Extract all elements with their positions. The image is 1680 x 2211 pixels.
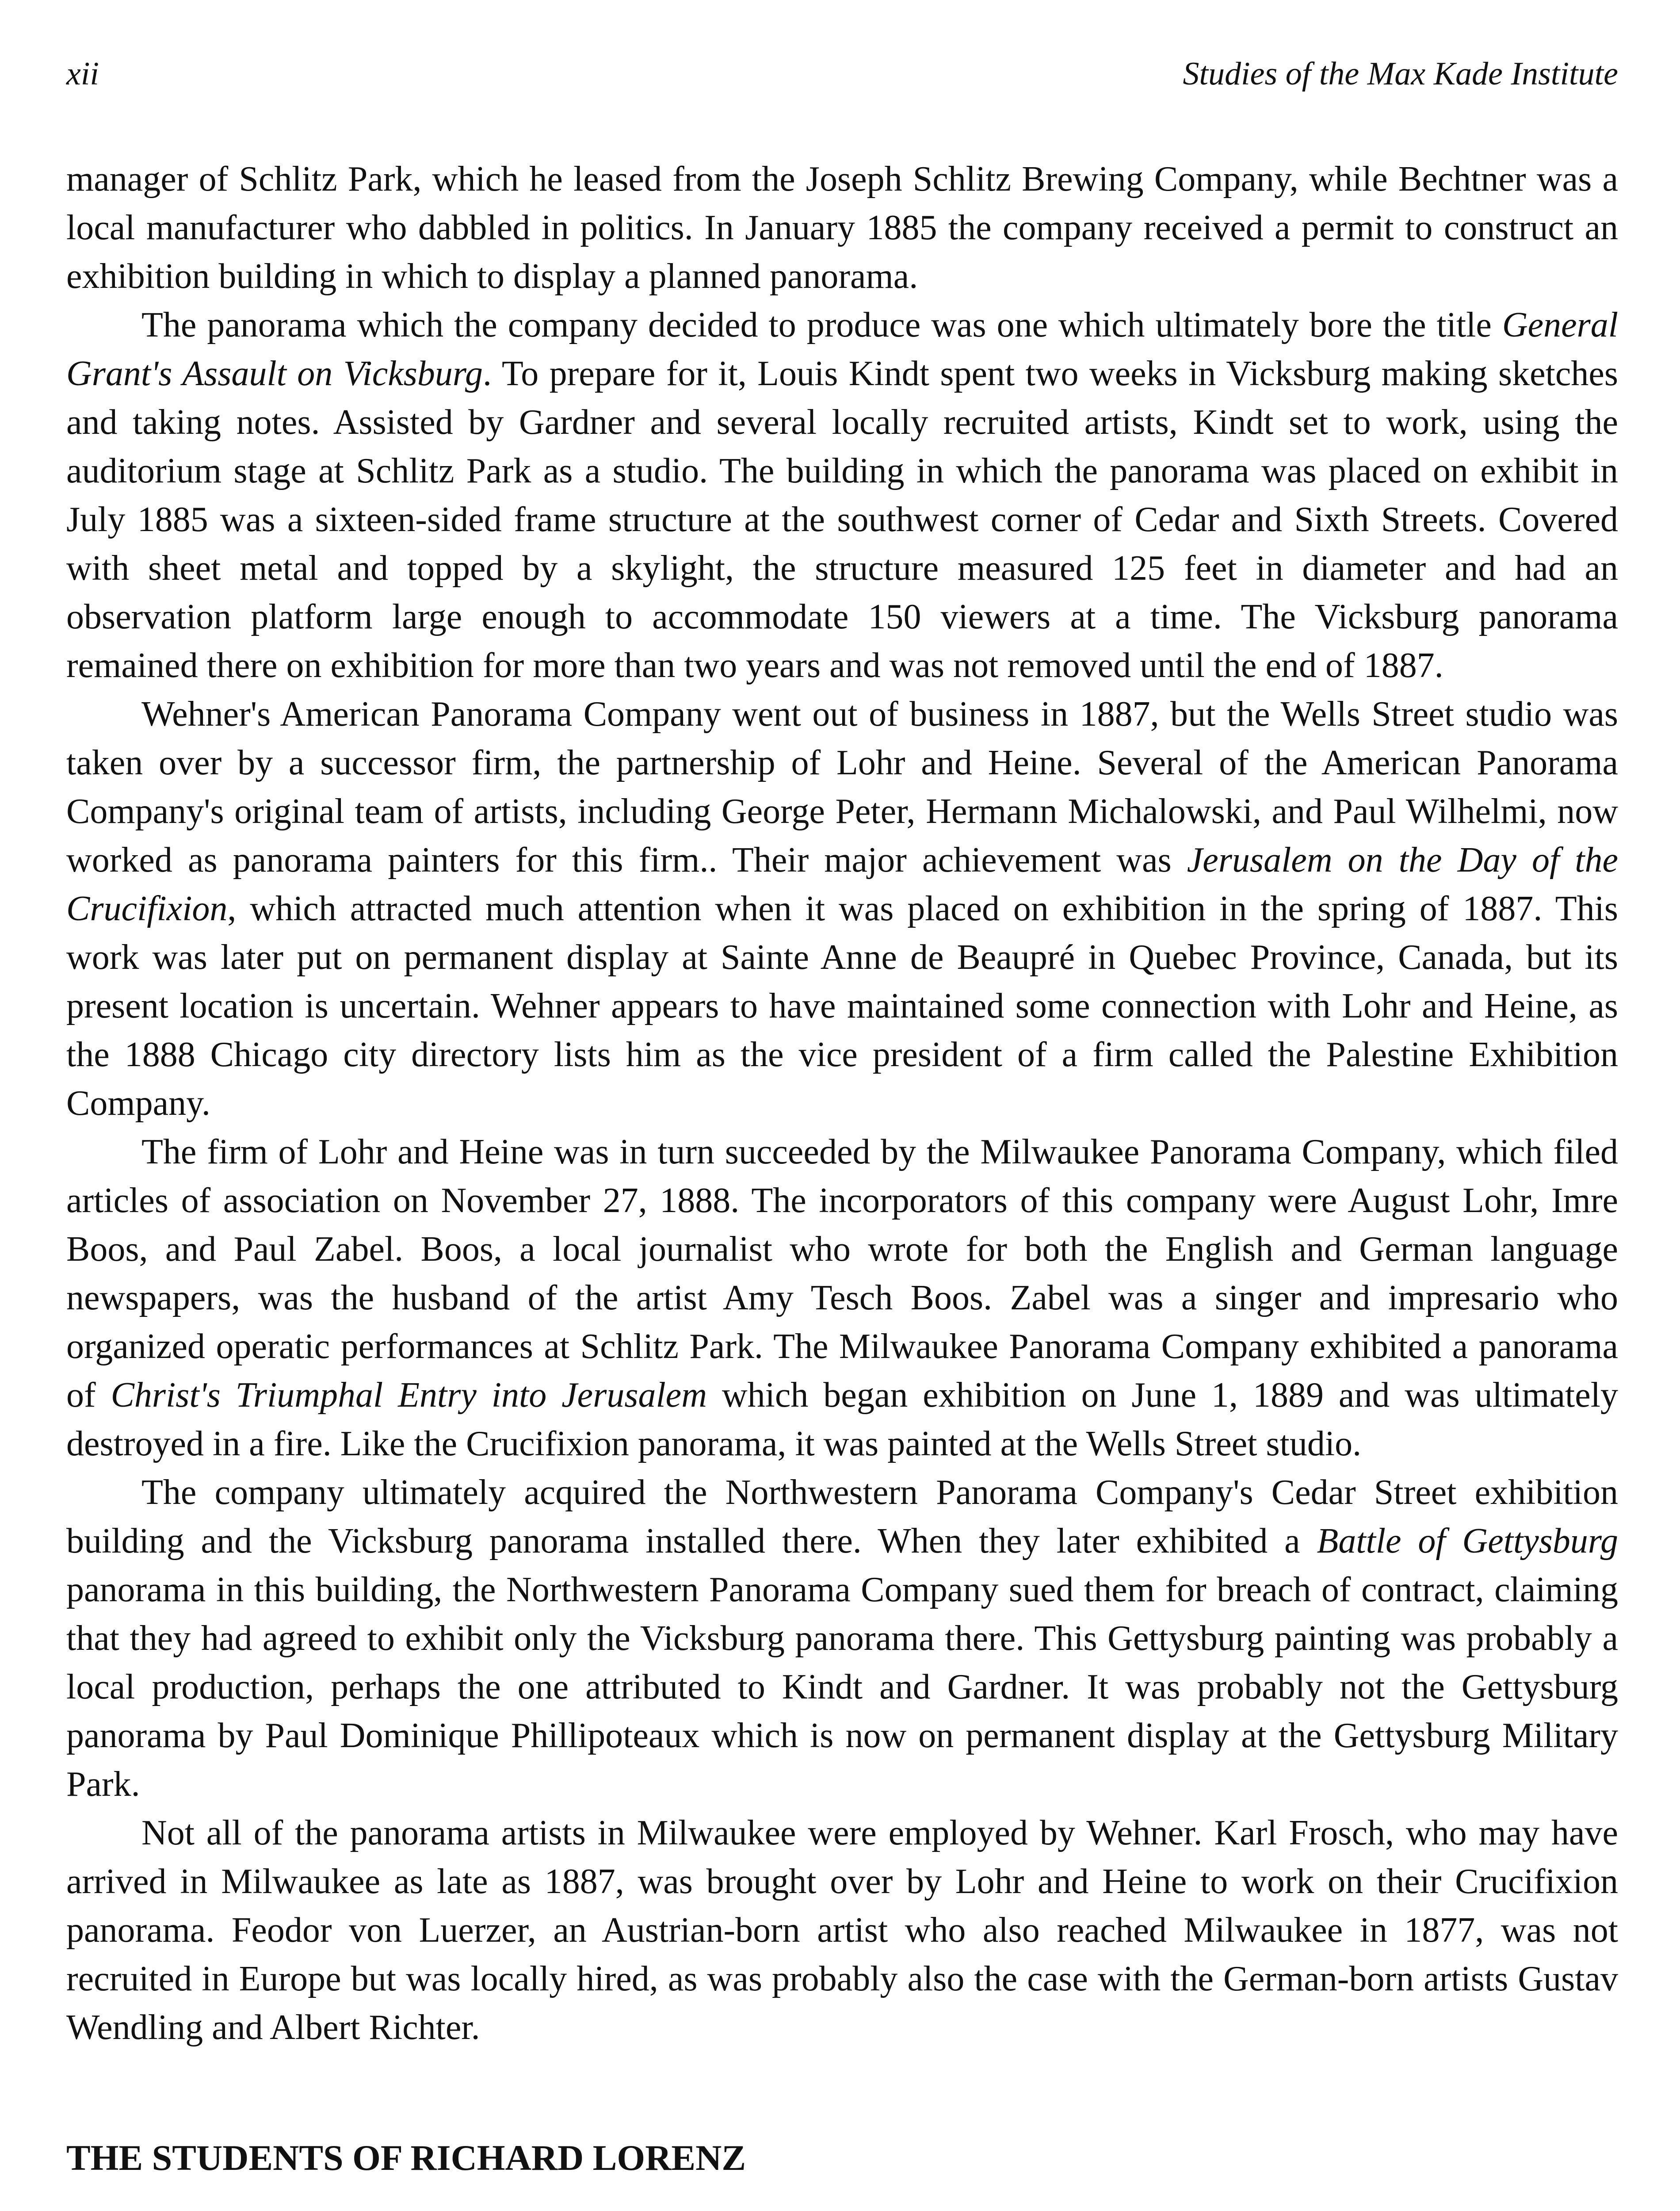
paragraph-text: manager of Schlitz Park, which he leased from the Joseph Schlitz Brewing Company, while Bechtner was a local manufacturer who dabbled in politics. In January 1885 the company received a permit to construct an exhibition building in which to display a planned panorama. (66, 160, 1618, 296)
running-head (66, 57, 1618, 106)
running-title: Studies of the Max Kade Institute (1183, 56, 1618, 92)
paragraph-text: The panorama which the company decided to produce was one which ultimately bore the title (141, 306, 1502, 344)
italic-title: General Grant's Assault on Vicksburg (66, 306, 1618, 393)
page-number: xii (66, 56, 99, 92)
paragraph-text: Not all of the panorama artists in Milwaukee were employed by Wehner. Karl Frosch, who may have arrived in Milwaukee as late as 1887, was brought over by Lohr and Heine to work on their Crucifixion panorama. Feodor von Luerzer, an Austrian-born artist who also reached Milwaukee in 1877, was not recruited in Europe but was locally hired, as was probably also the case with the German-born artists Gustav Wendling and Albert Richter. (66, 1813, 1618, 2047)
paragraph-5 (66, 1468, 1618, 1809)
body-text (66, 155, 1618, 2052)
section-heading: THE STUDENTS OF RICHARD LORENZ (66, 2138, 746, 2178)
paragraph-text: , which attracted much attention when it was placed on exhibition in the spring of 1887. This work was later put on permanent display at Sainte Anne de Beaupré in Quebec Province, Canada, but its present location is uncertain. Wehner appears to have maintained some connection with Lohr and Heine, as the 1888 Chicago city directory lists him as the vice president of a firm called the Palestine Exhibition Company. (66, 889, 1618, 1123)
paragraph-text: which began exhibition on June 1, 1889 and was ultimately destroyed in a fire. Like the Crucifixion panorama, it was painted at the Wells Street studio. (66, 1376, 1619, 1463)
paragraph-3 (66, 690, 1618, 1128)
paragraph-text: panorama in this building, the Northwestern Panorama Company sued them for breach of contract, claiming that they had agreed to exhibit only the Vicksburg panorama there. This Gettysburg painting was probably a local production, perhaps the one attributed to Kindt and Gardner. It was probably not the Gettysburg panorama by Paul Dominique Phillipoteaux which is now on permanent display at the Gettysburg Military Park. (66, 1570, 1618, 1804)
paragraph-4 (66, 1128, 1618, 1468)
italic-title: Battle of Gettysburg (1317, 1522, 1618, 1561)
paragraph-6 (66, 1809, 1618, 2052)
italic-title: Christ's Triumphal Entry into Jerusalem (111, 1376, 707, 1415)
paragraph-1 (66, 155, 1618, 301)
document-page (66, 57, 1618, 2211)
paragraph-2 (66, 301, 1618, 690)
italic-title: Jerusalem on the Day of the Crucifixion (66, 841, 1619, 928)
paragraph-text: The firm of Lohr and Heine was in turn succeeded by the Milwaukee Panorama Company, which filed articles of association on November 27, 1888. The incorporators of this company were August Lohr, Imre Boos, and Paul Zabel. Boos, a local journalist who wrote for both the English and German language newspapers, was the husband of the artist Amy Tesch Boos. Zabel was a singer and impresario who organized operatic performances at Schlitz Park. The Milwaukee Panorama Company exhibited a panorama of (66, 1132, 1618, 1415)
paragraph-text: The company ultimately acquired the Northwestern Panorama Company's Cedar Street exhibition building and the Vicksburg panorama installed there. When they later exhibited a (66, 1473, 1618, 1561)
paragraph-text: Wehner's American Panorama Company went out of business in 1887, but the Wells Street studio was taken over by a successor firm, the partnership of Lohr and Heine. Several of the American Panorama Company's original team of artists, including George Peter, Hermann Michalowski, and Paul Wilhelmi, now worked as panorama painters for this firm.. Their major achievement was (66, 695, 1618, 880)
paragraph-text: . To prepare for it, Louis Kindt spent two weeks in Vicksburg making sketches and taking notes. Assisted by Gardner and several locally recruited artists, Kindt set to work, using the auditorium stage at Schlitz Park as a studio. The building in which the panorama was placed on exhibit in July 1885 was a sixteen-sided frame structure at the southwest corner of Cedar and Sixth Streets. Covered with sheet metal and topped by a skylight, the structure measured 125 feet in diameter and had an observation platform large enough to accommodate 150 viewers at a time. The Vicksburg panorama remained there on exhibition for more than two years and was not removed until the end of 1887. (66, 354, 1619, 685)
